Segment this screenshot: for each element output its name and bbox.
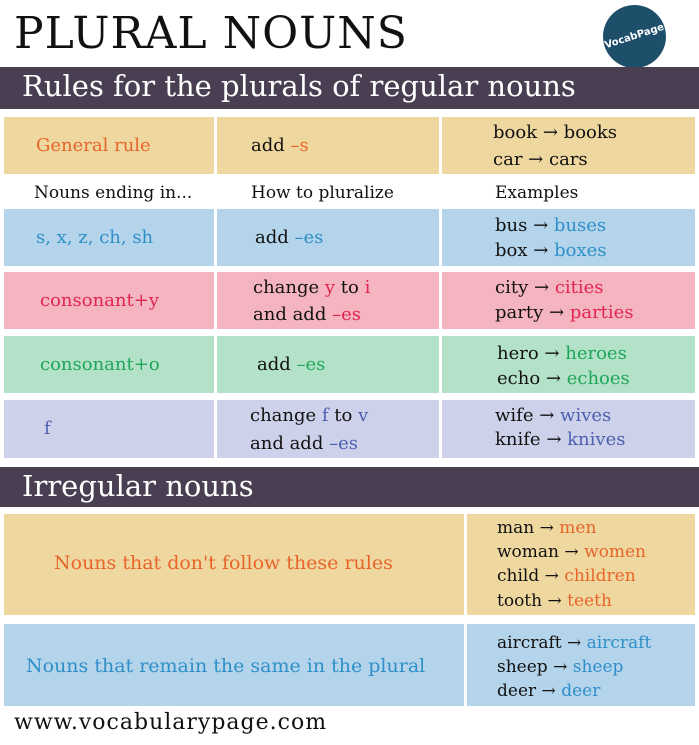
- irregular-row-exceptions: [4, 514, 695, 615]
- text-span: →: [547, 591, 562, 611]
- text-span: teeth: [567, 591, 612, 611]
- text-span: –es: [332, 304, 361, 325]
- text-span: →: [533, 215, 549, 236]
- text-span: sheep: [572, 657, 624, 677]
- text-span: aircraft: [497, 633, 562, 653]
- example-line: [497, 564, 636, 588]
- general-rule-how-cell: [217, 117, 439, 174]
- text-span: echoes: [566, 368, 630, 389]
- suffix-text: –s: [290, 135, 309, 156]
- general-rule-cell: [4, 117, 214, 174]
- text-span: change: [250, 405, 322, 426]
- ending-label: consonant+y: [40, 290, 159, 311]
- example-line: [495, 428, 625, 452]
- how-text: add: [251, 135, 291, 156]
- example-line: [497, 516, 596, 540]
- irregular-row-unchanged: [4, 624, 695, 706]
- text-span: →: [539, 405, 555, 426]
- text-span: →: [564, 542, 579, 562]
- text-span: bus: [495, 215, 528, 236]
- text-span: parties: [569, 302, 634, 323]
- text-span: →: [545, 368, 561, 389]
- example-line: [497, 589, 612, 613]
- text-span: i: [364, 277, 371, 298]
- example-line: [497, 342, 627, 366]
- text-span: →: [528, 149, 544, 170]
- irregular-label: Nouns that don't follow these rules: [54, 552, 393, 574]
- text-span: to: [328, 405, 359, 426]
- text-span: →: [546, 429, 562, 450]
- example-line: [497, 367, 630, 391]
- text-span: →: [541, 681, 556, 701]
- irregular-nouns-header-text: Irregular nouns: [22, 469, 254, 503]
- text-span: cities: [554, 277, 604, 298]
- text-span: y: [324, 277, 336, 298]
- example-line: [497, 679, 600, 703]
- rule-row-consonant-y: [4, 272, 695, 329]
- ending-label: consonant+o: [40, 354, 160, 375]
- page-title: PLURAL NOUNS: [14, 8, 408, 59]
- general-rule-label: General rule: [36, 135, 151, 156]
- text-span: wives: [560, 405, 612, 426]
- text-span: →: [549, 302, 565, 323]
- general-rule-row: [4, 117, 695, 174]
- text-span: knife: [495, 429, 541, 450]
- example-line: [497, 631, 651, 655]
- example-line: [495, 239, 606, 263]
- vocabpage-logo[interactable]: [595, 0, 674, 76]
- text-span: to: [335, 277, 365, 298]
- rule-row-consonant-o: [4, 336, 695, 393]
- text-span: →: [567, 633, 582, 653]
- text-span: deer: [497, 681, 537, 701]
- text-span: city: [495, 277, 529, 298]
- column-header-how: How to pluralize: [251, 183, 394, 203]
- text-span: tooth: [497, 591, 543, 611]
- text-span: change: [253, 277, 325, 298]
- text-span: knives: [567, 429, 626, 450]
- text-span: hero: [497, 343, 539, 364]
- text-span: box: [495, 240, 528, 261]
- example-line: [497, 540, 646, 564]
- text-span: men: [559, 518, 597, 538]
- text-span: aircraft: [586, 633, 652, 653]
- text-span: boxes: [554, 240, 607, 261]
- text-span: book: [493, 122, 538, 143]
- example-line: [495, 301, 634, 325]
- example-line: [495, 214, 606, 238]
- rule-row-f: [4, 400, 695, 458]
- text-span: child: [497, 566, 540, 586]
- text-span: and add: [253, 304, 333, 325]
- text-span: man: [497, 518, 535, 538]
- text-span: →: [542, 122, 558, 143]
- regular-nouns-header: [0, 67, 699, 109]
- ending-label: f: [44, 418, 51, 439]
- example-line: [497, 655, 623, 679]
- text-span: wife: [495, 405, 534, 426]
- text-span: add: [257, 354, 297, 375]
- text-span: →: [544, 566, 559, 586]
- general-rule-examples-cell: [442, 117, 695, 174]
- text-span: →: [533, 240, 549, 261]
- irregular-label: Nouns that remain the same in the plural: [26, 655, 426, 677]
- example-line: [495, 276, 604, 300]
- column-header-ending: Nouns ending in...: [34, 183, 193, 203]
- text-span: cars: [548, 149, 588, 170]
- how-text: add: [255, 227, 295, 248]
- ending-label: s, x, z, ch, sh: [36, 227, 154, 248]
- example-line: [493, 148, 588, 172]
- irregular-nouns-header: [0, 467, 699, 507]
- suffix-text: –es: [294, 227, 324, 248]
- text-span: books: [563, 122, 618, 143]
- text-span: party: [495, 302, 544, 323]
- text-span: →: [544, 343, 560, 364]
- text-span: heroes: [565, 343, 627, 364]
- text-span: women: [584, 542, 646, 562]
- example-line: [493, 121, 617, 145]
- text-span: v: [358, 405, 369, 426]
- text-span: deer: [561, 681, 601, 701]
- text-span: children: [564, 566, 636, 586]
- footer-url[interactable]: www.vocabularypage.com: [14, 710, 328, 735]
- text-span: sheep: [497, 657, 548, 677]
- text-span: echo: [497, 368, 541, 389]
- text-span: woman: [497, 542, 559, 562]
- text-span: →: [553, 657, 568, 677]
- text-span: →: [539, 518, 554, 538]
- text-span: buses: [553, 215, 607, 236]
- logo-text: VocabPage: [603, 21, 666, 52]
- rule-row-sibilant: [4, 209, 695, 266]
- text-span: →: [533, 277, 550, 298]
- text-span: f: [321, 405, 329, 426]
- column-header-examples: Examples: [495, 183, 579, 203]
- text-span: –es: [296, 354, 326, 375]
- text-span: car: [493, 149, 523, 170]
- text-span: –es: [329, 433, 358, 454]
- regular-nouns-header-text: Rules for the plurals of regular nouns: [22, 69, 576, 103]
- example-line: [495, 404, 611, 428]
- text-span: and add: [250, 433, 330, 454]
